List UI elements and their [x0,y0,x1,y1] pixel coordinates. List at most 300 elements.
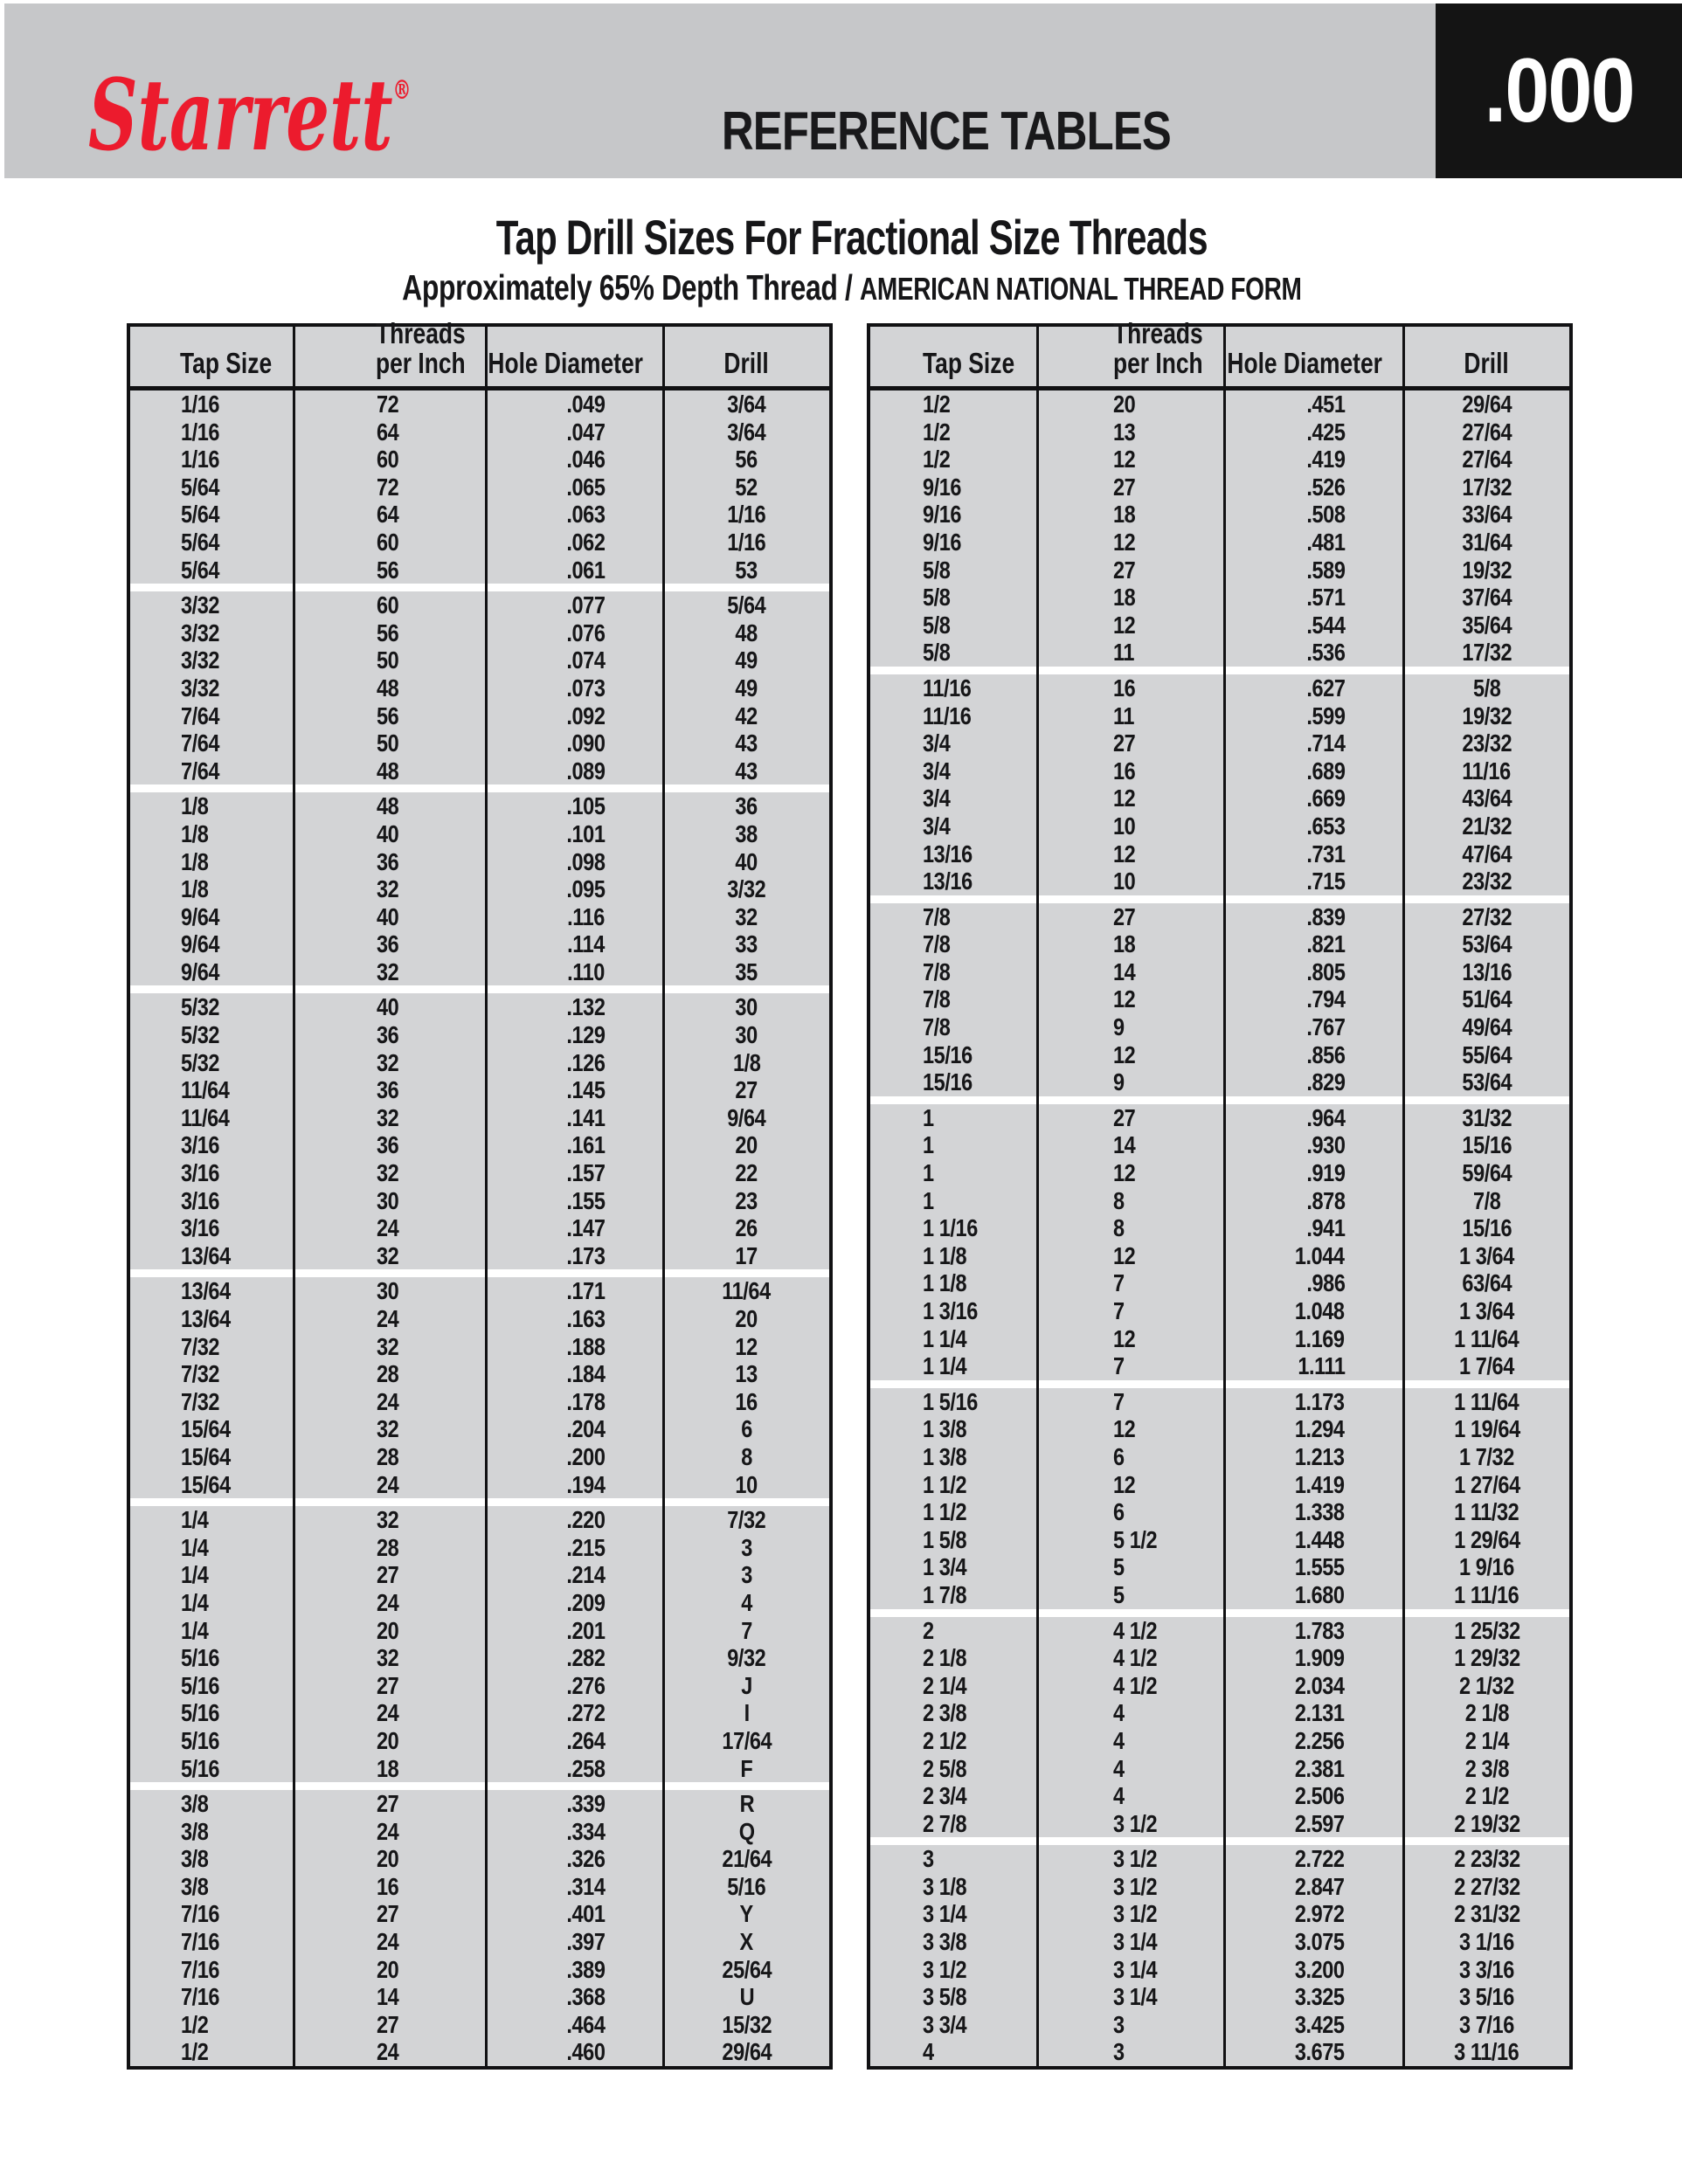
cell: 3 1/2 [1113,1900,1158,1928]
cell: .074 [565,646,605,674]
cell: 11 [1113,702,1135,729]
cell: 2 [923,1616,934,1644]
cell: 4 [1113,1699,1125,1727]
page-code-box [1436,3,1682,178]
cell: 8 [741,1442,752,1470]
cell: 17/32 [1462,639,1512,667]
cell: 7/64 [181,729,220,757]
cell: .689 [1305,757,1345,784]
cell: 9/16 [923,501,962,529]
cell: .314 [565,1872,605,1900]
cell: 32 [377,1644,399,1672]
table-row [870,1498,1569,1526]
cell: 3 1/2 [923,1955,967,1983]
cell: 1 [923,1131,934,1159]
cell: 3 1/2 [1113,1872,1158,1900]
table-row [870,1104,1569,1132]
column-header-hole-diameter: Hole Diameter [487,347,643,379]
cell: 7/8 [923,1013,951,1041]
cell: 49 [735,674,758,702]
cell: 27 [1113,556,1136,584]
cell: 3/32 [181,591,220,619]
cell: 36 [377,930,399,958]
cell: 48 [377,792,399,820]
table-row [130,619,829,647]
cell: 9/32 [727,1644,766,1672]
cell: 2 23/32 [1453,1845,1520,1873]
cell: 53/64 [1462,1068,1512,1096]
row-group [130,784,829,985]
cell: .214 [565,1561,605,1589]
cell: 3 [1113,2010,1125,2038]
cell: .829 [1305,1068,1345,1096]
cell: .767 [1305,1013,1345,1041]
row-group [130,985,829,1269]
cell: 24 [377,1699,399,1727]
cell: .794 [1305,985,1345,1013]
table-row [130,1617,829,1645]
cell: 27 [1113,729,1136,757]
cell: .209 [565,1588,605,1616]
table-body [870,390,1569,2066]
cell: .110 [567,957,605,985]
cell: 5/16 [181,1644,220,1672]
cell: .821 [1305,930,1345,958]
cell: 7/8 [923,985,951,1013]
table-row [130,875,829,903]
cell: 15/64 [181,1470,231,1498]
table-row [870,1187,1569,1215]
cell: .839 [1305,902,1345,930]
table-row [870,757,1569,785]
table-row [130,903,829,931]
table-row [130,1727,829,1755]
table-row [130,1049,829,1077]
cell: 8 [1113,1214,1125,1242]
cell: 18 [1113,930,1136,958]
cell: .101 [565,819,605,847]
table-row [130,1900,829,1928]
cell: 16 [377,1872,399,1900]
cell: 1/4 [181,1533,209,1561]
cell: .669 [1305,784,1345,812]
cell: 59/64 [1462,1159,1512,1187]
cell: .964 [1305,1103,1345,1131]
page-subtitle [127,268,1577,308]
cell: 16 [735,1387,758,1415]
cell: 9/64 [727,1103,766,1131]
cell: .073 [565,674,605,702]
cell: 3.075 [1295,1928,1345,1956]
row-group [130,1782,829,2066]
cell: 15/64 [181,1415,231,1443]
table-row [130,757,829,785]
column-header-threads-per-inch: Threads per Inch [375,317,466,379]
cell: 7/32 [181,1360,220,1388]
table-row [870,930,1569,958]
cell: .062 [565,528,605,556]
cell: 1 11/64 [1454,1324,1519,1352]
cell: .258 [565,1754,605,1782]
cell: 52 [735,473,758,501]
cell: 13/64 [181,1241,231,1269]
table-row [130,674,829,702]
cell: .105 [565,792,605,820]
cell: 5/64 [181,528,220,556]
row-group [870,1096,1569,1380]
cell: .089 [565,757,605,784]
table-row [870,702,1569,730]
cell: 1 3/64 [1459,1241,1514,1269]
cell: 1 1/2 [923,1470,967,1498]
cell: 38 [735,819,758,847]
table-row [870,1900,1569,1928]
cell: 4 1/2 [1113,1671,1158,1699]
column-divider [1036,327,1039,2066]
cell: 15/16 [1462,1131,1512,1159]
cell: 42 [735,702,758,729]
cell: 24 [377,1305,399,1332]
cell: 24 [377,2038,399,2066]
cell: 3/32 [727,875,766,903]
cell: 72 [377,473,399,501]
table-row [870,2011,1569,2039]
cell: 24 [377,1387,399,1415]
cell: 11/64 [722,1277,772,1305]
cell: 10 [735,1470,758,1498]
column-divider [1402,327,1405,2066]
cell: 6 [741,1415,752,1443]
cell: 27/64 [1462,418,1512,446]
cell: 5/64 [727,591,766,619]
cell: 20 [377,1955,399,1983]
table-row [130,1506,829,1534]
cell: 1/2 [923,418,951,446]
cell: .076 [565,619,605,646]
cell: 3.200 [1295,1955,1345,1983]
table-row [870,1810,1569,1838]
cell: 12 [1113,446,1136,473]
cell: 30 [735,1021,758,1049]
cell: .126 [565,1048,605,1076]
cell: 7/32 [727,1506,766,1534]
table-row [130,1983,829,2011]
cell: 15/16 [923,1040,973,1068]
column-divider [293,327,295,2066]
table-row [130,2038,829,2066]
table-row [130,529,829,556]
table-row [130,1928,829,1956]
cell: 27 [377,1671,399,1699]
row-group [870,1609,1569,1838]
cell: 1 29/32 [1453,1644,1520,1672]
cell: 20 [377,1726,399,1754]
table-row [870,1388,1569,1416]
table-row [870,1214,1569,1242]
cell: 11/16 [923,702,972,729]
cell: 17/32 [1462,473,1512,501]
cell: 5/32 [181,993,220,1021]
table-row [870,729,1569,757]
cell: 5/16 [181,1754,220,1782]
cell: .077 [565,591,605,619]
cell: 47/64 [1462,840,1512,867]
table-row [130,1214,829,1242]
cell: 2 1/8 [1464,1699,1509,1727]
cell: X [739,1928,754,1956]
cell: 1/4 [181,1561,209,1589]
cell: 3 1/4 [923,1900,967,1928]
cell: 55/64 [1462,1040,1512,1068]
table-row [870,1644,1569,1672]
cell: 9/16 [923,473,962,501]
tap-drill-table-right [867,317,1573,2070]
cell: 1 [923,1103,934,1131]
cell: 7/8 [923,957,951,985]
cell: 2 3/8 [923,1699,967,1727]
cell: 2 31/32 [1453,1900,1520,1928]
table-row [870,958,1569,986]
cell: 1 11/64 [1454,1387,1519,1415]
cell: 3/16 [181,1186,220,1214]
table-row [870,1699,1569,1727]
cell: 7/16 [181,1955,220,1983]
page-code: .000 [1484,39,1634,142]
cell: .201 [565,1616,605,1644]
cell: .856 [1305,1040,1345,1068]
cell: 12 [1113,840,1136,867]
cell: 1/16 [181,446,220,473]
cell: 24 [377,1817,399,1845]
cell: 10 [1113,812,1136,840]
table-row [870,985,1569,1013]
cell: 3 7/16 [1459,2010,1514,2038]
row-group [870,1837,1569,2066]
column-divider [1223,327,1226,2066]
cell: 3 1/4 [1113,1983,1158,2011]
table-row [130,1360,829,1388]
table-row [870,1956,1569,1984]
row-group [130,1269,829,1498]
cell: 13/64 [181,1305,231,1332]
table-row [870,1617,1569,1645]
cell: .049 [565,390,605,418]
cell: 5/32 [181,1048,220,1076]
cell: 1.169 [1295,1324,1345,1352]
table-row [130,2011,829,2039]
cell: .141 [565,1103,605,1131]
cell: 20 [735,1131,758,1159]
cell: .282 [565,1644,605,1672]
table-row [870,1553,1569,1581]
cell: 15/16 [923,1068,973,1096]
starrett-logo-text: Starrett [88,59,393,173]
column-header-drill: Drill [723,347,770,379]
cell: 64 [377,418,399,446]
cell: 36 [377,847,399,875]
cell: 3/4 [923,729,951,757]
subtitle-prefix: Approximately 65% Depth Thread / [402,267,861,308]
cell: 5/16 [727,1872,766,1900]
table-row [130,1131,829,1159]
table-row [130,591,829,619]
table-row [870,1581,1569,1609]
table-row [130,1242,829,1270]
cell: 1/8 [181,847,209,875]
cell: 1 11/32 [1454,1498,1519,1526]
cell: .188 [565,1332,605,1360]
cell: 5/64 [181,473,220,501]
cell: 40 [735,847,758,875]
cell: .184 [565,1360,605,1388]
cell: 12 [1113,1241,1136,1269]
cell: 1.338 [1295,1498,1345,1526]
cell: 27 [1113,902,1136,930]
row-group [870,390,1569,667]
cell: 7 [741,1616,752,1644]
cell: 7/16 [181,1928,220,1956]
cell: 3 1/2 [1113,1845,1158,1873]
cell: 5/32 [181,1021,220,1049]
column-header-tap-size: Tap Size [180,347,273,379]
cell: 53 [735,556,758,584]
cell: 33 [735,930,758,958]
table-row [870,390,1569,418]
row-group [870,895,1569,1096]
cell: 1 7/32 [1459,1442,1514,1470]
cell: 2.847 [1295,1872,1345,1900]
cell: 53/64 [1462,930,1512,958]
cell: 25/64 [722,1955,772,1983]
column-header-drill: Drill [1464,347,1510,379]
table-row [870,867,1569,895]
cell: 5/8 [923,639,951,667]
cell: 15/16 [1462,1214,1512,1242]
cell: 4 [923,2038,934,2066]
cell: 3/32 [181,646,220,674]
cell: 32 [377,875,399,903]
cell: 51/64 [1462,985,1512,1013]
cell: 3.325 [1295,1983,1345,2011]
cell: 43 [735,729,758,757]
table-row [870,529,1569,556]
cell: 2 1/32 [1459,1671,1514,1699]
row-group [130,584,829,784]
cell: 6 [1113,1498,1125,1526]
cell: 48 [735,619,758,646]
starrett-logo [88,42,412,173]
reference-tables-heading: REFERENCE TABLES [721,101,1171,162]
cell: .368 [565,1983,605,2011]
cell: 2 19/32 [1453,1809,1520,1837]
table-row [870,1845,1569,1873]
cell: .878 [1305,1186,1345,1214]
cell: 15/64 [181,1442,231,1470]
cell: 13/64 [181,1277,231,1305]
cell: 11/64 [181,1076,230,1104]
cell: 24 [377,1588,399,1616]
cell: 14 [1113,957,1136,985]
cell: .526 [1305,473,1345,501]
cell: 27 [377,1900,399,1928]
cell: .715 [1305,867,1345,895]
cell: 4 [1113,1782,1125,1810]
cell: 1/16 [727,501,766,529]
cell: 2.034 [1295,1671,1345,1699]
table-row [870,1415,1569,1443]
cell: 3/32 [181,674,220,702]
cell: 2 1/2 [1464,1782,1509,1810]
cell: 5/8 [923,556,951,584]
cell: .508 [1305,501,1345,529]
cell: .132 [565,993,605,1021]
cell: 5/16 [181,1671,220,1699]
cell: 13 [735,1360,758,1388]
table-row [870,1873,1569,1901]
cell: 3/8 [181,1845,209,1873]
cell: 27/64 [1462,446,1512,473]
cell: 10 [1113,867,1136,895]
table-row [870,1242,1569,1270]
table-row [130,1021,829,1049]
table-row [870,1352,1569,1380]
cell: 21/32 [1462,812,1512,840]
table-row [130,646,829,674]
cell: .095 [565,875,605,903]
cell: 1 5/8 [923,1525,967,1553]
table-row [130,848,829,876]
cell: 3 5/8 [923,1983,967,2011]
cell: .401 [565,1900,605,1928]
cell: 1 7/8 [923,1580,967,1608]
cell: 29/64 [722,2038,772,2066]
cell: .599 [1305,702,1345,729]
cell: 3/16 [181,1131,220,1159]
subtitle-thread-form: AMERICAN NATIONAL THREAD FORM [860,271,1302,307]
cell: .481 [1305,528,1345,556]
table-row [130,1388,829,1416]
table-row [130,1443,829,1471]
cell: 24 [377,1214,399,1242]
cell: 9/64 [181,930,220,958]
table-row [870,674,1569,702]
cell: 2.506 [1295,1782,1345,1810]
cell: 48 [377,674,399,702]
table-row [130,1187,829,1215]
table-row [130,1818,829,1846]
cell: 1 11/16 [1454,1580,1519,1608]
table-row [870,473,1569,501]
cell: .276 [565,1671,605,1699]
cell: J [741,1671,752,1699]
table-row [870,1131,1569,1159]
cell: 1 3/8 [923,1442,967,1470]
cell: 30 [735,993,758,1021]
cell: .425 [1305,418,1345,446]
cell: 36 [377,1131,399,1159]
table-row [870,1041,1569,1069]
cell: 3 1/4 [1113,1955,1158,1983]
cell: 20 [377,1845,399,1873]
cell: 60 [377,528,399,556]
cell: .339 [565,1790,605,1818]
cell: 1 25/32 [1453,1616,1520,1644]
table-row [130,1699,829,1727]
cell: 2 3/8 [1464,1754,1509,1782]
cell: 33/64 [1462,501,1512,529]
cell: 12 [1113,1159,1136,1187]
table-row [130,1305,829,1333]
